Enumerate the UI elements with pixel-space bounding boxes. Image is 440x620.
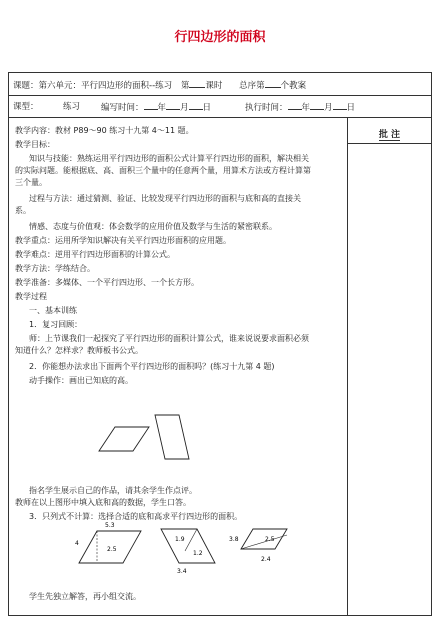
annotation-column xyxy=(348,117,431,615)
content-line: 指名学生展示自己的作品，请其余学生作点评。 xyxy=(29,486,197,495)
lesson-keshi: 课时 xyxy=(205,81,223,91)
content-line: 动手操作：画出已知底的高。 xyxy=(29,376,133,385)
lesson-type-label: 课型： xyxy=(13,102,39,112)
content-line: 系。 xyxy=(15,206,31,215)
content-line: 过程与方法：通过猜测、验证、比较发现平行四边形的面积与底和高的直接关 xyxy=(29,194,301,203)
label-f3-a: 3.8 xyxy=(229,536,239,543)
content-line: 学生先独立解答，再小组交流。 xyxy=(29,592,141,601)
overall-seq-label: 总序第 xyxy=(239,81,265,91)
topic-label: 课题：第六单元：平行四边形的面积--练习 xyxy=(13,81,173,91)
parallelogram-figures-ex4 xyxy=(89,413,199,477)
parallelogram-2 xyxy=(155,415,189,459)
label-f3-c: 2.4 xyxy=(261,556,271,563)
content-line: 的实际问题。能根据底、高、面积三个量中的任意两个量，用算术方法或方程计算第 xyxy=(15,166,311,175)
content-line: 教学准备：多媒体、一个平行四边形、一个长方形。 xyxy=(15,278,199,287)
label-f1-mid: 2.5 xyxy=(107,546,117,553)
content-line: 师：上节课我们一起探究了平行四边形的面积计算公式，谁来说说要求面积必须 xyxy=(29,334,309,343)
lesson-type-value: 练习 xyxy=(63,102,81,112)
content-line: 一、基本训练 xyxy=(29,306,77,315)
blank-plan-number xyxy=(265,78,281,88)
header-row-type: 课型： 练习 编写时间： 年 月 日 执行时间： 年 月 日 xyxy=(9,95,431,118)
header-row-topic xyxy=(9,73,431,96)
exec-time-label: 执行时间： xyxy=(245,103,288,113)
annotation-divider xyxy=(348,143,431,144)
lesson-plan-table xyxy=(8,72,432,616)
content-line: 三个量。 xyxy=(15,178,47,187)
annotation-header: 批 注 xyxy=(378,130,401,140)
page-title: 行四边形的面积 xyxy=(174,30,266,45)
content-line: 3．只列式不计算：选择合适的底和高求平行四边形的面积。 xyxy=(29,512,243,521)
label-f1-top: 5.3 xyxy=(105,522,115,529)
lesson-content-cell xyxy=(9,117,348,615)
content-line: 教学难点：逆用平行四边形面积的计算公式。 xyxy=(15,250,175,259)
plan-suffix: 个教案 xyxy=(280,81,307,91)
content-line: 知道什么？怎样求？教师板书公式。 xyxy=(15,346,143,355)
label-f3-b: 2.5 xyxy=(265,536,275,543)
content-line: 情感、态度与价值观：体会数学的应用价值及数学与生活的紧密联系。 xyxy=(29,222,277,231)
content-line: 1．复习回顾： xyxy=(29,320,83,329)
figure-3 xyxy=(241,529,287,549)
parallelogram-1 xyxy=(99,427,149,451)
label-f2-b: 1.2 xyxy=(193,550,203,557)
exercise3-figures xyxy=(65,521,295,577)
content-line: 2．你能想办法求出下面两个平行四边形的面积吗？(练习十九第 4 题) xyxy=(29,362,275,371)
label-f2-c: 3.4 xyxy=(177,568,187,575)
content-line: 教学目标： xyxy=(15,140,55,149)
lesson-di: 第 xyxy=(180,81,190,91)
label-f1-left: 4 xyxy=(75,540,79,547)
content-line: 教学内容：教材 P89～90 练习十九第 4～11 题。 xyxy=(15,126,194,135)
blank-lesson-number xyxy=(189,78,205,88)
content-line: 知识与技能：熟练运用平行四边形的面积公式计算平行四边形的面积，解决相关 xyxy=(29,154,309,163)
content-line: 教学重点：运用所学知识解决有关平行四边形面积的应用题。 xyxy=(15,236,231,245)
content-line: 教学过程 xyxy=(15,292,47,301)
write-time-label: 编写时间： xyxy=(101,103,144,113)
content-line: 教学方法：学练结合。 xyxy=(15,264,95,273)
content-line: 教师在以上图形中填入底和高的数据，学生口答。 xyxy=(15,498,191,507)
label-f2-a: 1.9 xyxy=(175,536,185,543)
